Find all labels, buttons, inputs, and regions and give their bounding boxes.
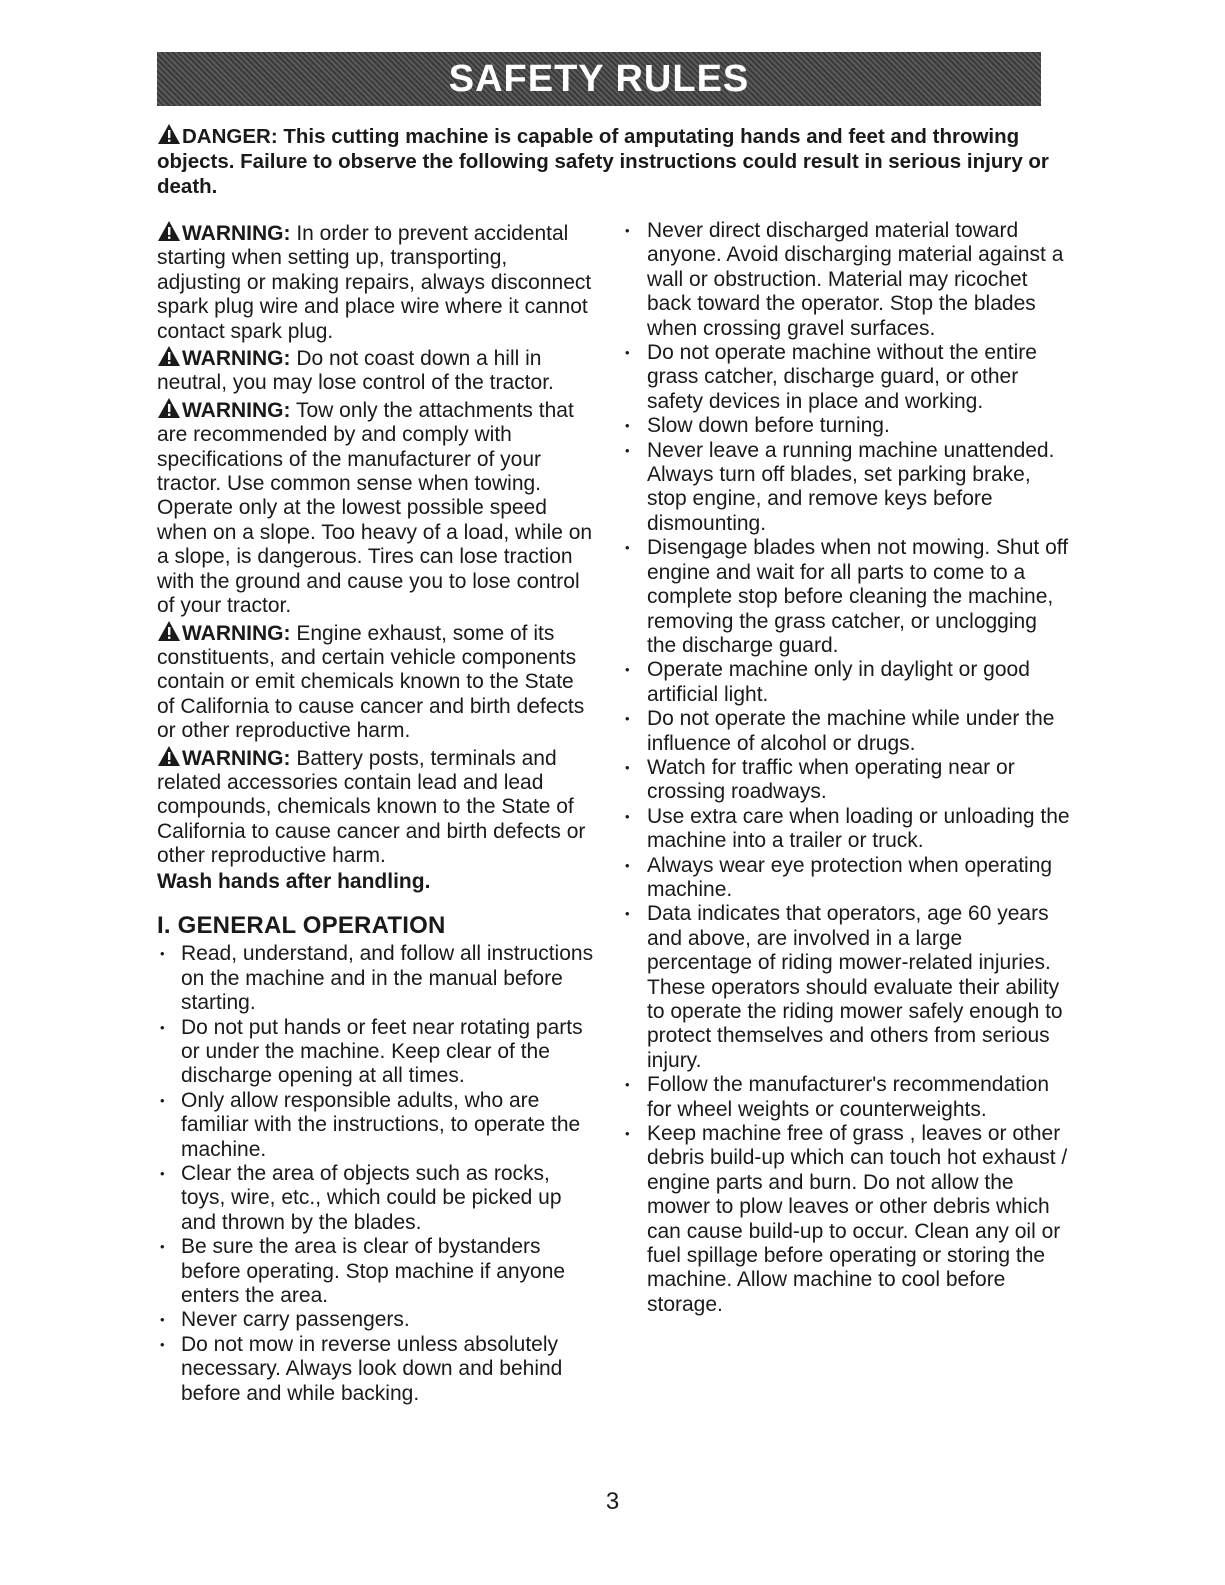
warning-label: WARNING: xyxy=(182,621,291,645)
list-item: • Only allow responsible adults, who are familiar with the instructions, to operate the machine. xyxy=(157,1089,597,1162)
warning-text: Tow only the attachments that are recommended by and comply with specifications of the manufacturer of your tractor. Use common sense when towing. Operate only at the lowest possible speed when on a slope. Too heavy of a load, while on a slope, is dangerous. Tires can lose traction with the ground and cause you to lose control of your tractor. xyxy=(157,398,593,618)
list-item: • Use extra care when loading or unloading the machine into a trailer or truck. xyxy=(622,805,1070,854)
warning-triangle-icon xyxy=(157,620,181,642)
list-item: • Slow down before turning. xyxy=(622,414,1070,438)
list-item: • Never leave a running machine unattended. Always turn off blades, set parking brake, stop engine, and remove keys before dismounting. xyxy=(622,439,1070,537)
right-column xyxy=(622,219,1070,1317)
danger-label: DANGER: xyxy=(182,125,278,148)
warning-paragraph xyxy=(157,345,597,396)
list-item: • Operate machine only in daylight or good artificial light. xyxy=(622,658,1070,707)
warning-triangle-icon xyxy=(157,220,181,242)
list-item: • Follow the manufacturer's recommendation for wheel weights or counterweights. xyxy=(622,1073,1070,1122)
page-title: SAFETY RULES xyxy=(448,57,750,100)
list-item: • Clear the area of objects such as rocks, toys, wire, etc., which could be picked up and thrown by the blades. xyxy=(157,1162,597,1235)
warning-paragraph xyxy=(157,745,597,869)
general-operation-list-right xyxy=(622,219,1070,1317)
list-item: • Do not put hands or feet near rotating parts or under the machine. Keep clear of the discharge opening at all times. xyxy=(157,1016,597,1089)
warning-triangle-icon xyxy=(157,123,181,145)
list-item: • Watch for traffic when operating near or crossing roadways. xyxy=(622,756,1070,805)
warning-text: In order to prevent accidental starting when setting up, transporting, adjusting or making repairs, always disconnect spark plug wire and place wire where it cannot contact spark plug. xyxy=(157,222,592,343)
warning-paragraph xyxy=(157,397,597,619)
list-item: • Never direct discharged material toward anyone. Avoid discharging material against a wall or obstruction. Material may ricochet back toward the operator. Stop the blades when crossing gravel surfaces. xyxy=(622,219,1070,341)
warning-paragraph xyxy=(157,620,597,744)
section-heading: I. GENERAL OPERATION xyxy=(157,911,446,939)
warning-triangle-icon xyxy=(157,345,181,367)
warning-text: Do not coast down a hill in neutral, you may lose control of the tractor. xyxy=(157,347,554,395)
warning-paragraph xyxy=(157,220,597,344)
warning-triangle-icon xyxy=(157,397,181,419)
title-banner xyxy=(157,52,1041,106)
danger-notice xyxy=(157,123,1067,199)
list-item: • Never carry passengers. xyxy=(157,1308,597,1332)
warning-text: Engine exhaust, some of its constituents, and certain vehicle components contain or emit chemicals known to the State of California to cause cancer and birth defects or other reproductive harm. xyxy=(157,621,585,743)
list-item: • Do not operate machine without the entire grass catcher, discharge guard, or other safety devices in place and working. xyxy=(622,341,1070,414)
list-item: • Be sure the area is clear of bystanders before operating. Stop machine if anyone enters the area. xyxy=(157,1235,597,1308)
warning-triangle-icon xyxy=(157,745,181,767)
list-item: • Do not operate the machine while under the influence of alcohol or drugs. xyxy=(622,707,1070,756)
list-item: • Read, understand, and follow all instructions on the machine and in the manual before starting. xyxy=(157,942,597,1015)
list-item: • Always wear eye protection when operating machine. xyxy=(622,854,1070,903)
warning-label: WARNING: xyxy=(182,398,291,422)
general-operation-list-left xyxy=(157,942,597,1406)
warning-label: WARNING: xyxy=(182,347,291,371)
warning-text: Battery posts, terminals and related accessories contain lead and lead compounds, chemicals known to the State of California to cause cancer and birth defects or other reproductive harm. xyxy=(157,746,586,868)
warning-label: WARNING: xyxy=(182,222,291,245)
list-item: • Data indicates that operators, age 60 years and above, are involved in a large percentage of riding mower-related injuries. These operators should evaluate their ability to operate the riding mower safely enough to protect themselves and others from serious injury. xyxy=(622,902,1070,1073)
wash-hands-note: Wash hands after handling. xyxy=(157,869,431,893)
danger-text: This cutting machine is capable of amputating hands and feet and throwing objects. Failure to observe the following safety instructions could result in serious injury or death. xyxy=(157,125,1049,198)
list-item: • Do not mow in reverse unless absolutely necessary. Always look down and behind before and while backing. xyxy=(157,1333,597,1406)
warning-label: WARNING: xyxy=(182,746,291,770)
left-column xyxy=(157,220,597,1406)
list-item: • Keep machine free of grass , leaves or other debris build-up which can touch hot exhaust / engine parts and burn. Do not allow the mower to plow leaves or other debris which can cause build-up to occur. Clean any oil or fuel spillage before operating or storing the machine. Allow machine to cool before storage. xyxy=(622,1122,1070,1317)
page-number: 3 xyxy=(605,1488,620,1515)
list-item: • Disengage blades when not mowing. Shut off engine and wait for all parts to come to a complete stop before cleaning the machine, removing the grass catcher, or unclogging the discharge guard. xyxy=(622,536,1070,658)
